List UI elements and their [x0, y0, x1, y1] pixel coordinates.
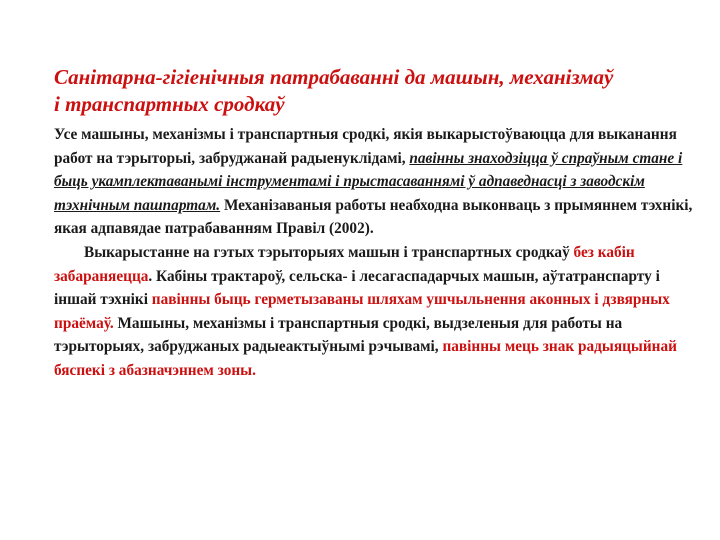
paragraph-1-conclusion: Механізаваныя работы неабходна выконваць з прымяннем тэхнікі, якая адпавядае патрабаванням Правіл (2002).	[54, 196, 693, 238]
title-line-1: Санітарна-гігіенічныя патрабаванні да машын, механізмаў	[54, 65, 614, 89]
slide-body	[54, 123, 698, 383]
title-line-2: і транспартных сродкаў	[54, 92, 285, 116]
paragraph-2-highlight-no-cabin: без кабін забараняецца	[54, 243, 635, 285]
paragraph-2-highlight-sealed: павінны быць герметызаваны шляхам ушчыльнення аконных і дзвярных праёмаў.	[54, 291, 670, 332]
paragraph-2-cabins-text: . Кабіны трактароў, сельска- і лесагаспадарчых машын, аўтатранспарту і іншай тэхнікі	[54, 267, 660, 309]
paragraph-1-intro: Усе машыны, механізмы і транспартныя сродкі, якія выкарыстоўваюцца для выканання работ на тэрыторыі, забруджанай радыенуклідамі,	[54, 126, 677, 167]
slide-title	[54, 64, 704, 118]
paragraph-2-highlight-sign: павінны мець знак радыяцыйнай бяспекі з абазначэннем зоны.	[54, 338, 677, 379]
paragraph-1	[54, 123, 698, 241]
paragraph-1-underlined-requirement: павінны знаходзіцца ў спраўным стане і быць укамплектаванымі інструментамі і прыстасаваннямі ў адпаведнасці з заводскім тэхнічным пашпартам.	[54, 149, 683, 214]
paragraph-2-intro: Выкарыстанне на гэтых тэрыторыях машын і транспартных сродкаў	[84, 243, 574, 261]
paragraph-2-machines-text: Машыны, механізмы і транспартныя сродкі, выдзеленыя для работы на тэрыторыях, забруджаных радыеактыўнымі рэчывамі,	[54, 314, 623, 356]
paragraph-2	[54, 241, 698, 383]
